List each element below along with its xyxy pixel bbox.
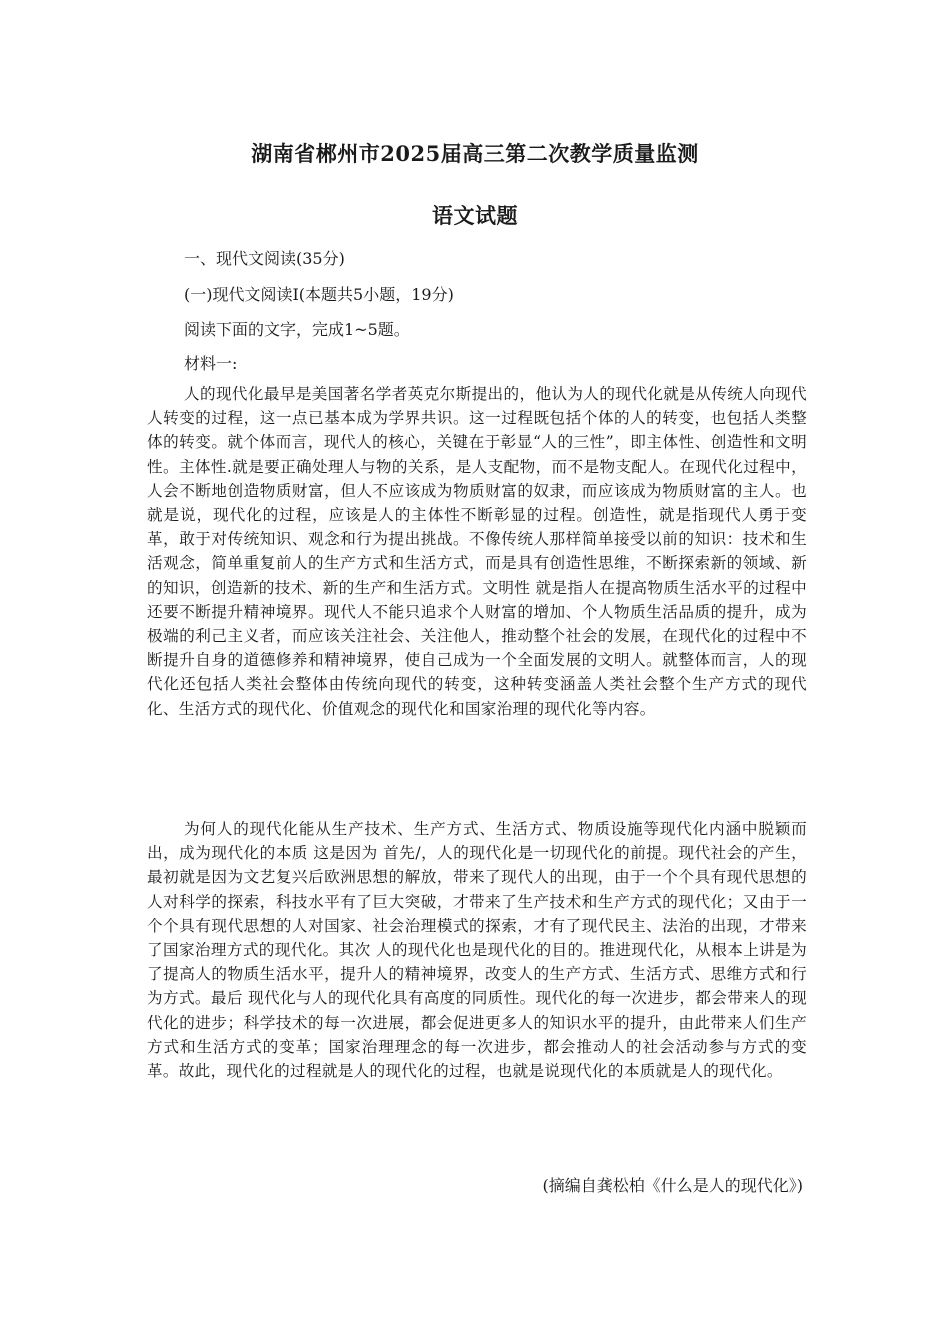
source-citation: (摘编自龚松柏《什么是人的现代化》)	[542, 1176, 803, 1195]
section-subheading: (一)现代文阅读Ⅰ(本题共5小题，19分)	[184, 285, 454, 304]
subject-title: 语文试题	[432, 203, 518, 228]
section-heading: 一、现代文阅读(35分)	[184, 249, 345, 268]
material-paragraph: 人的现代化最早是美国著名学者英克尔斯提出的，他认为人的现代化就是从传统人向现代人转变的过程，这一点已基本成为学界共识。这一过程既包括个体的人的转变，也包括人类整体的转变。就个体而言，现代人的核心，关键在于彰显“人的三性”，即主体性、创造性和文明性。主体性.就是要正确处理人与物的关系，是人支配物，而不是物支配人。在现代化过程中，人会不断地创造物质财富，但人不应该成为物质财富的奴隶，而应该成为物质财富的主人。也就是说，现代化的过程，应该是人的主体性不断彰显的过程。创造性，就是指现代人勇于变革，敢于对传统知识、观念和行为提出挑战。不像传统人那样简单接受以前的知识：技术和生活观念，简单重复前人的生产方式和生活方式，而是具有创造性思维，不断探索新的领域、新的知识，创造新的技术、新的生产和生活方式。文明性 就是指人在提高物质生活水平的过程中还要不断提升精神境界。现代人不能只追求个人财富的增加、个人物质生活品质的提升，成为极端的利己主义者，而应该关注社会、关注他人，推动整个社会的发展，在现代化的过程中不断提升自身的道德修养和精神境界，使自己成为一个全面发展的文明人。就整体而言，人的现代化还包括人类社会整体由传统向现代的转变，这种转变涵盖人类社会整个生产方式的现代化、生活方式的现代化、价值观念的现代化和国家治理的现代化等内容。	[147, 385, 807, 718]
reading-instruction: 阅读下面的文字，完成1~5题。	[184, 320, 410, 339]
material-paragraph: 为何人的现代化能从生产技术、生产方式、生活方式、物质设施等现代化内涵中脱颖而出，成为现代化的本质 这是因为 首先/，人的现代化是一切现代化的前提。现代社会的产生，最初就是因为文艺复兴后欧洲思想的解放，带来了现代人的出现，由于一个个具有现代思想的人对科学的探索，科技水平有了巨大突破，才带来了生产技术和生产方式的现代化；又由于一个个具有现代思想的人对国家、社会治理模式的探索，才有了现代民主、法治的出现，才带来了国家治理方式的现代化。其次 人的现代化也是现代化的目的。推进现代化，从根本上讲是为了提高人的物质生活水平，提升人的精神境界，改变人的生产方式、生活方式、思维方式和行为方式。最后 现代化与人的现代化具有高度的同质性。现代化的每一次进步，都会带来人的现代化的进步；科学技术的每一次进展，都会促进更多人的知识水平的提升，由此带来人们生产方式和生活方式的变革；国家治理理念的每一次进步，都会推动人的社会活动参与方式的变革。故此，现代化的过程就是人的现代化的过程，也就是说现代化的本质就是人的现代化。	[147, 820, 807, 1081]
material-label: 材料一:	[184, 354, 238, 373]
exam-title: 湖南省郴州市2025届高三第二次教学质量监测	[251, 141, 699, 166]
